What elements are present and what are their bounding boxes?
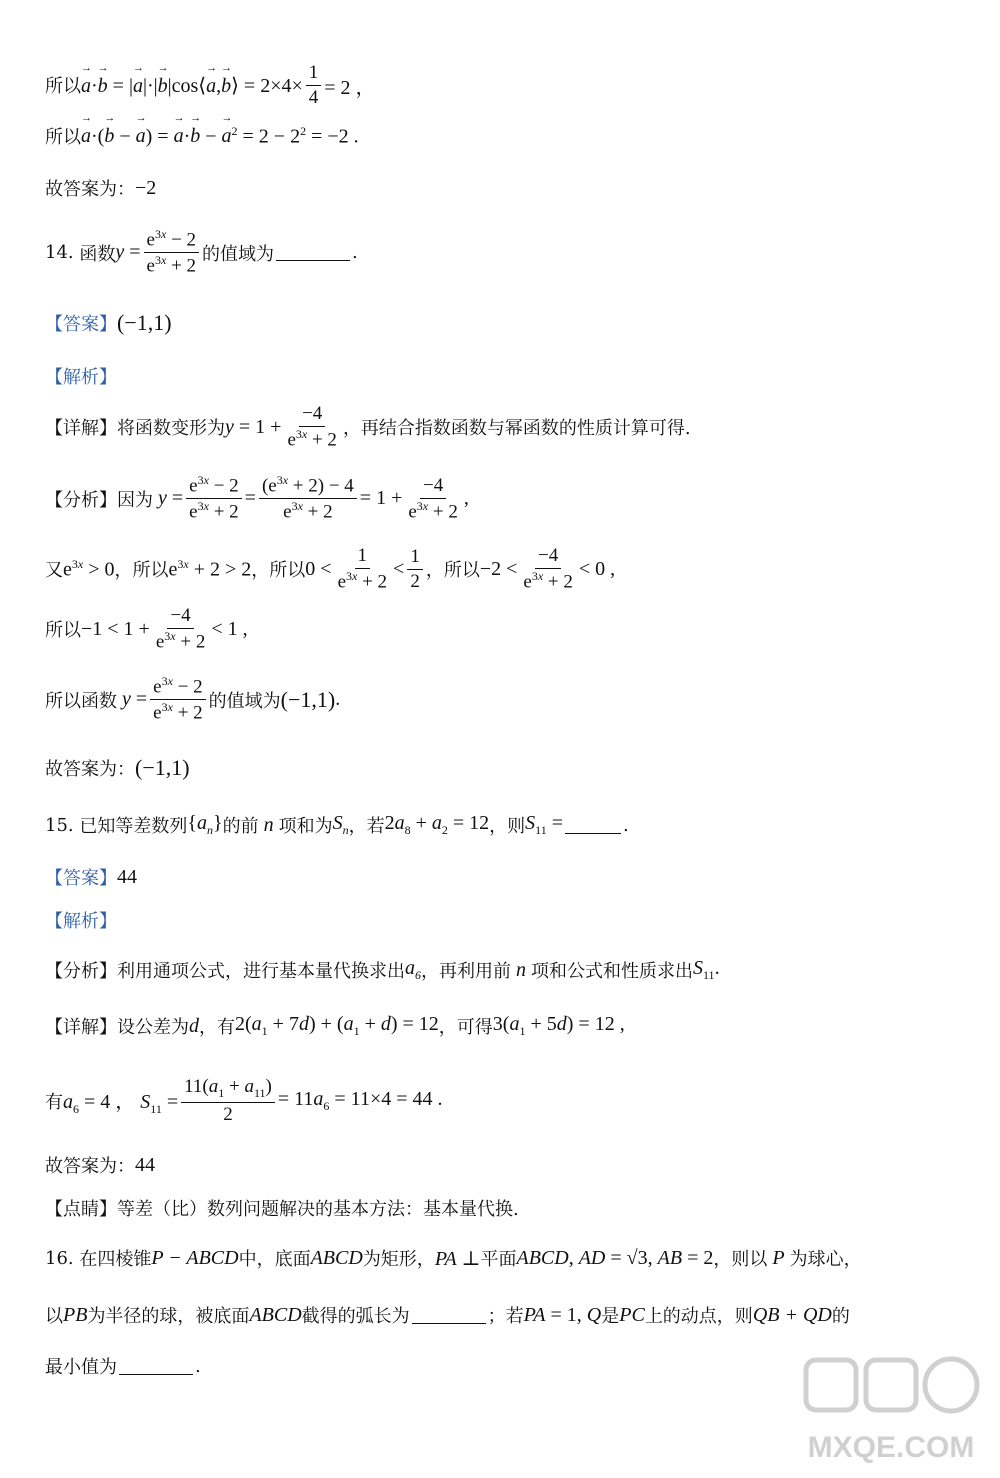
detail-text: ，有 bbox=[199, 1017, 235, 1038]
question-text: ，则 bbox=[489, 816, 526, 837]
comment-15 bbox=[45, 1195, 519, 1221]
punctuation: . bbox=[195, 1355, 201, 1377]
question-text: 为球心， bbox=[789, 1249, 862, 1270]
range-value: (−1,1) bbox=[280, 686, 336, 712]
question-text: 为矩形， bbox=[362, 1249, 435, 1270]
answer-blank bbox=[276, 244, 350, 261]
range-line: 所以函数 y = $\frac{e^{3x} - 2}{e^{3x} + 2}$ 的值域为 (−1,1) . bbox=[45, 674, 341, 724]
question-text: 在四棱锥 bbox=[79, 1249, 152, 1270]
answer-line-15 bbox=[45, 1152, 155, 1178]
text: ，所以 bbox=[251, 560, 306, 581]
analysis-tag-15 bbox=[45, 907, 117, 933]
answer-blank bbox=[412, 1307, 486, 1324]
reasoning-tag: 【分析】 bbox=[45, 489, 117, 511]
detail-14: 【详解】 将函数变形为 y = 1 + $\frac{-4}{e^{3x} + 2}$ ，再结合指数函数与幂函数的性质计算可得. bbox=[45, 403, 691, 451]
answer-line-14 bbox=[45, 755, 190, 781]
answer-value: (−1,1) bbox=[117, 310, 172, 335]
question-number: 14. bbox=[45, 242, 74, 264]
reasoning-text: ，再利用前 bbox=[421, 961, 511, 982]
question-text: 上的动点，则 bbox=[644, 1306, 753, 1327]
text: ，所以 bbox=[425, 560, 480, 581]
text: 所以 bbox=[45, 620, 81, 641]
question-16-line-1: 16. 在四棱锥 P − ABCD 中，底面 ABCD 为矩形， PA ⊥ 平面 ABCD, AD = √3, AB = 2 ，则以 P 为球心， bbox=[45, 1246, 862, 1270]
question-number: 16. bbox=[45, 1247, 74, 1269]
question-15: 15. 已知等差数列 $\{a_n\}$ 的前 n 项和为 $S_n$ ，若 $2a_8 + a_2 = 12$ ，则 $S_{11}$ = . bbox=[45, 812, 629, 837]
detail-text: 设公差为 bbox=[117, 1017, 189, 1038]
question-16-line-3 bbox=[45, 1353, 201, 1379]
question-text: ，若 bbox=[348, 816, 385, 837]
answer-tag: 【答案】 bbox=[45, 868, 117, 889]
question-text: ；若 bbox=[487, 1306, 524, 1327]
question-text: 已知等差数列 bbox=[79, 816, 188, 837]
sum-line: 有 $a_6 = 4$ ， $S_{11}$ = $\frac{11(a_1 + a_{11})}{2}$ = $11a_6 = 11\times 4 = 44$ . bbox=[45, 1076, 443, 1125]
line-dot-product-2 bbox=[45, 123, 359, 149]
question-text: 中，底面 bbox=[238, 1249, 311, 1270]
inequality-line: 又 $e^{3x} > 0$ ，所以 $e^{3x} + 2 > 2$ ，所以 0 < $\frac{1}{e^{3x} + 2}$ < $\frac{1}{2}$ ，所以 −2 < $\frac{-4}{e^{3x} + 2}$ < 0 , bbox=[45, 545, 616, 593]
line-prefix: 所以 bbox=[45, 76, 81, 98]
question-number: 15. bbox=[45, 814, 74, 836]
watermark-logo bbox=[796, 1352, 986, 1472]
detail-text: ，可得 bbox=[438, 1017, 493, 1038]
reasoning-15: 【分析】 利用通项公式，进行基本量代换求出 $a_6$ ，再利用前 n 项和公式和性质求出 $S_{11}$. bbox=[45, 957, 720, 982]
punctuation: . bbox=[352, 242, 358, 264]
answer-blank bbox=[565, 817, 621, 834]
detail-tag: 【详解】 bbox=[45, 418, 117, 439]
text: 的值域为 bbox=[208, 690, 281, 712]
question-text: 函数 bbox=[79, 243, 116, 265]
question-text: 截得的弧长为 bbox=[301, 1306, 410, 1327]
dot-product-formula-2: → a·(→ b − → a) = → a·→ b − → $a^2 = 2 - 2^2 = -2$ . bbox=[81, 124, 359, 149]
answer-label: 故答案为： bbox=[45, 1156, 135, 1177]
detail-text: ，再结合指数函数与幂函数的性质计算可得. bbox=[342, 418, 691, 439]
reasoning-tag: 【分析】 bbox=[45, 961, 117, 982]
question-text: 平面 bbox=[480, 1249, 517, 1270]
answer-value: 44 bbox=[135, 1153, 155, 1176]
answer-value: (−1,1) bbox=[135, 755, 190, 780]
reasoning-text: 因为 bbox=[117, 489, 153, 511]
text: ，所以 bbox=[114, 560, 169, 581]
answer-label: 故答案为： bbox=[45, 759, 135, 780]
question-text: 最小值为 bbox=[45, 1357, 117, 1378]
answer-15 bbox=[45, 864, 137, 890]
text: 所以函数 bbox=[45, 690, 117, 712]
answer-blank bbox=[119, 1358, 193, 1375]
detail-text: 将函数变形为 bbox=[117, 418, 225, 439]
dot-product-formula: → a·→ b = |→ a|·|→ b|cos⟨→ a,→ b⟩ = 2×4× bbox=[81, 73, 303, 98]
answer-line-13 bbox=[45, 175, 156, 201]
analysis-tag: 【解析】 bbox=[45, 911, 117, 932]
analysis-tag: 【解析】 bbox=[45, 367, 117, 388]
question-text: 的前 bbox=[222, 816, 259, 837]
question-text: ，则以 bbox=[713, 1249, 768, 1270]
detail-15: 【详解】 设公差为 d ，有 $2(a_1 + 7d) + (a_1 + d) = 12$ ，可得 $3(a_1 + 5d) = 12$ , bbox=[45, 1013, 625, 1038]
answer-label: 故答案为： bbox=[45, 179, 135, 200]
text: 又 bbox=[45, 560, 63, 581]
question-text: 项和为 bbox=[278, 816, 333, 837]
question-16-line-2: 以 PB 为半径的球，被底面 ABCD 截得的弧长为 ；若 PA = 1, Q 是 PC 上的动点，则 QB + QD 的 bbox=[45, 1303, 850, 1327]
watermark-text: MXQE.COM bbox=[807, 1431, 975, 1464]
answer-tag: 【答案】 bbox=[45, 314, 117, 335]
question-text: 的 bbox=[831, 1306, 850, 1327]
question-text: 为半径的球，被底面 bbox=[87, 1306, 250, 1327]
reasoning-text: 利用通项公式，进行基本量代换求出 bbox=[117, 961, 405, 982]
answer-14 bbox=[45, 310, 172, 336]
question-text: 的值域为 bbox=[202, 243, 275, 265]
question-text: 以 bbox=[45, 1306, 63, 1327]
answer-value: 44 bbox=[117, 865, 137, 888]
line-prefix: 所以 bbox=[45, 127, 81, 148]
text: 有 bbox=[45, 1091, 63, 1113]
answer-value: −2 bbox=[135, 176, 157, 199]
reasoning-14: 【分析】 因为 y = $\frac{e^{3x} - 2}{e^{3x} + 2}$ = $\frac{(e^{3x} + 2) - 4}{e^{3x} + 2}$ = 1 + $\frac{-4}{e^{3x} + 2}$ , bbox=[45, 473, 469, 523]
comment-tag: 【点睛】 bbox=[45, 1199, 117, 1220]
detail-tag: 【详解】 bbox=[45, 1017, 117, 1038]
analysis-tag-14 bbox=[45, 363, 117, 389]
inequality-line-2: 所以 −1 < 1 + $\frac{-4}{e^{3x} + 2}$ < 1 , bbox=[45, 605, 248, 653]
question-text: 是 bbox=[601, 1306, 620, 1327]
comment-text: 等差（比）数列问题解决的基本方法：基本量代换. bbox=[117, 1199, 519, 1220]
line-dot-product: 所以 → a·→ b = |→ a|·|→ b|cos⟨→ a,→ b⟩ = 2×4× $\frac{1}{4}$ = 2 ， bbox=[45, 62, 376, 109]
question-14: 14. 函数 y = $\frac{e^{3x} - 2}{e^{3x} + 2}$ 的值域为 . bbox=[45, 227, 358, 277]
fraction-one-quarter: $\frac{1}{4}$ bbox=[306, 62, 322, 109]
reasoning-text: 项和公式和性质求出 bbox=[531, 961, 693, 982]
function-fraction: $\frac{e^{3x} - 2}{e^{3x} + 2}$ bbox=[144, 228, 199, 277]
